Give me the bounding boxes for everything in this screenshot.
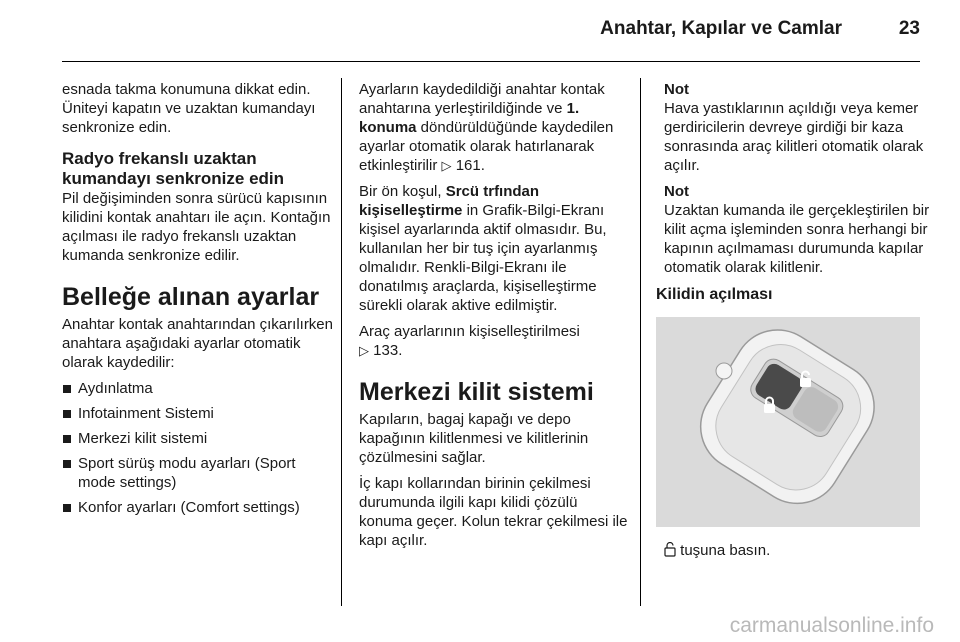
list-item: Infotainment Sistemi [62,404,334,423]
page-number: 23 [898,18,920,39]
text-run: döndürüldüğünde kaydedilen ayarlar otomatik olarak hatırlanarak etkinleştirilir [359,119,614,174]
key-fob-image [656,317,920,527]
column-divider [640,78,641,606]
header-title: Anahtar, Kapılar ve Camlar [600,18,842,39]
section-heading-unlock: Kilidin açılması [656,286,773,303]
paragraph: Anahtar kontak anahtarından çıkarılırken anahtara aşağıdaki ayarlar otomatik olarak kaydedilir: [62,316,333,371]
paragraph: Kapıların, bagaj kapağı ve depo kapağının kilitlenmesi ve kilitlerinin çözülmesini sağlar. [359,411,589,466]
note-title: Not [664,81,689,98]
column-right [656,80,930,560]
text-bold: 1. konuma [359,100,580,136]
paragraph: İç kapı kollarından birinin çekilmesi durumunda ilgili kapı kilidi çözülü konuma geçer. Kolun tekrar çekilmesi ile kapı açılır. [359,475,628,549]
note-text: Uzaktan kumanda ile gerçekleştirilen bir kilit açma işleminden sonra herhangi bir kapının açılmaması durumunda kapılar otomatik olarak kilitlenir. [664,202,930,276]
section-heading-radio: Radyo frekanslı uzaktan kumandayı senkronize edin [62,149,285,188]
reference-arrow-icon: ▷ [441,158,452,173]
section-heading-central-locking: Merkezi kilit sistemi [359,378,594,406]
paragraph [359,182,631,315]
watermark: carmanualsonline.info [729,614,934,637]
column-left [62,80,334,523]
list-item: Sport sürüş modu ayarları (Sport mode settings) [62,454,334,492]
column-divider [341,78,342,606]
page-reference[interactable]: 133. [373,342,403,359]
text-run: in Grafik-Bilgi-Ekranı kişisel ayarlarında aktif olmasıdır. Bu, kullanılan her bir tuş için ayarlanmış olmalıdır. Renkli-Bilgi-Ekranı ile donatılmış araçlarda, kişiselleştirme sürekli olarak aktive edilmiştir. [359,202,607,314]
figure-caption [664,541,930,560]
list-item: Konfor ayarları (Comfort settings) [62,498,334,517]
note-title: Not [664,183,689,200]
page-header [0,0,960,62]
unlock-symbol-icon [664,542,676,557]
column-middle [359,80,631,557]
text-run: Bir ön koşul, [359,183,446,200]
list-item: Aydınlatma [62,379,334,398]
paragraph: esnada takma konumuna dikkat edin. Üniteyi kapatın ve uzaktan kumandayı senkronize edin. [62,81,316,136]
section-heading-memory: Belleğe alınan ayarlar [62,283,320,311]
text-bold: Srcü trfından kişiselleştirme [359,183,540,219]
reference-arrow-icon: ▷ [359,343,369,358]
note-text: Hava yastıklarının açıldığı veya kemer gerdiricilerin devreye girdiği bir kaza sonrasında araç kilitleri otomatik olarak açılır. [664,100,924,174]
key-fob-illustration [656,317,920,527]
text-run: Ayarların kaydedildiği anahtar kontak anahtarına yerleştirildiğinde ve [359,81,605,117]
page-reference[interactable]: 161. [455,157,485,174]
paragraph: Pil değişiminden sonra sürücü kapısının kilidini kontak anahtarı ile açın. Kontağın açılması ile radyo frekanslı uzaktan kumanda senkronize edilir. [62,190,331,264]
caption-text: tuşuna basın. [680,542,771,559]
text-run: Araç ayarlarının kişiselleştirilmesi [359,323,580,340]
header-rule [62,61,920,62]
settings-list [62,379,334,517]
paragraph [359,80,631,175]
list-item: Merkezi kilit sistemi [62,429,334,448]
paragraph [359,322,631,360]
